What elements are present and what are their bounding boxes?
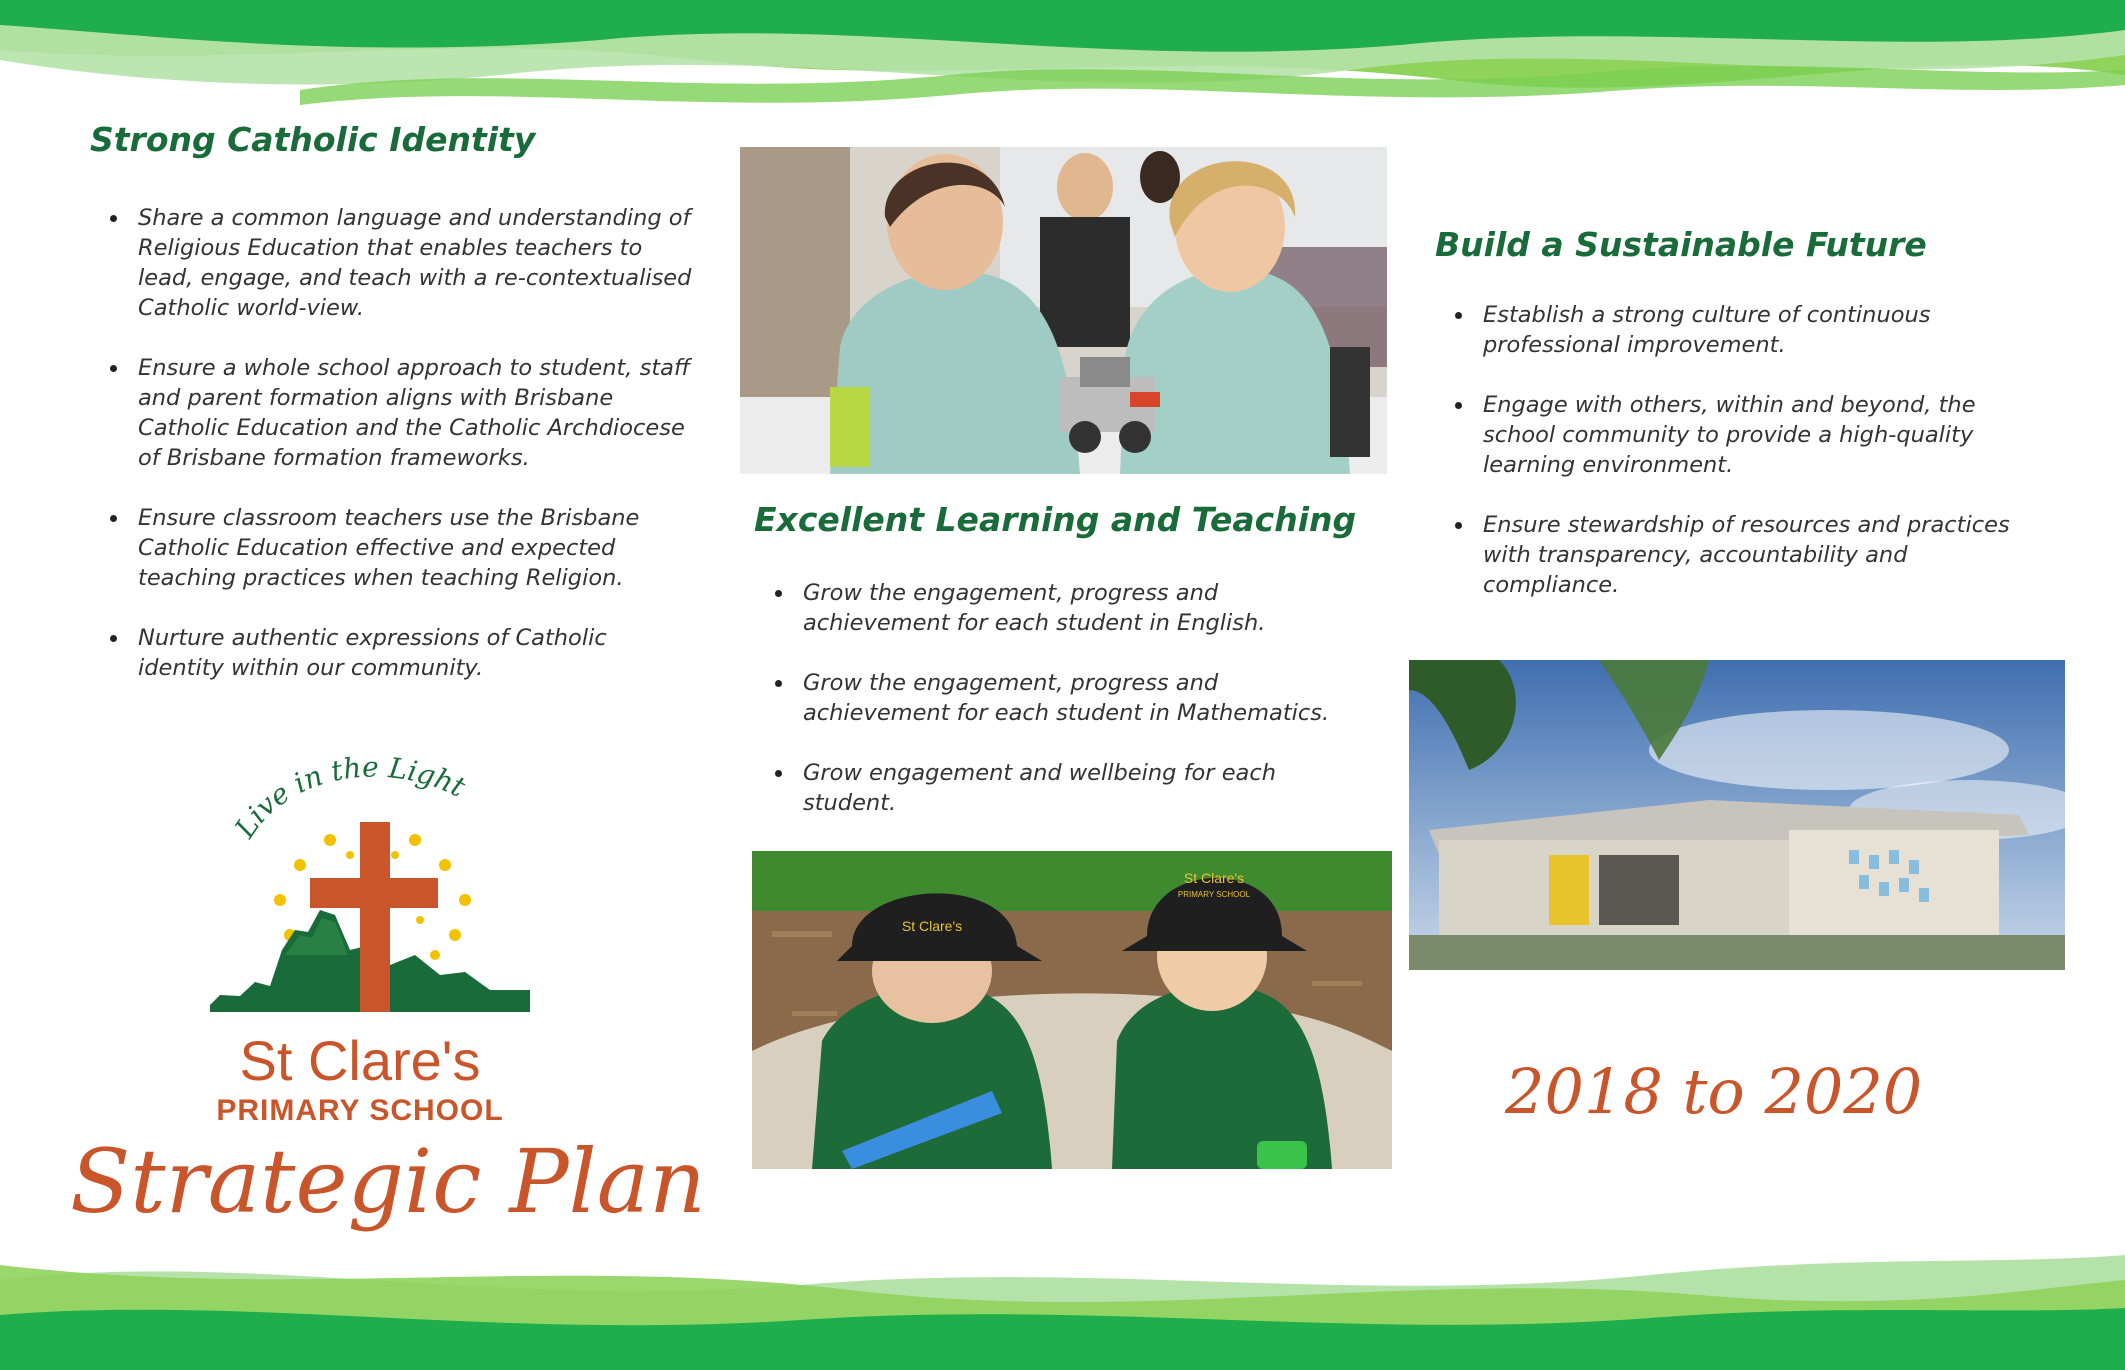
photo-students-robotics xyxy=(740,147,1387,474)
heading-sustainable-future: Build a Sustainable Future xyxy=(1435,225,1927,264)
photo-children-sandpit xyxy=(752,851,1392,1169)
school-subtitle: PRIMARY SCHOOL xyxy=(216,1094,504,1127)
list-item: Grow the engagement, progress and achievement for each student in English. xyxy=(770,578,1370,638)
school-logo xyxy=(200,750,540,1020)
heading-learning-teaching: Excellent Learning and Teaching xyxy=(754,500,1357,539)
list-item: Ensure a whole school approach to student, staff and parent formation aligns with Brisbane Catholic Education and the Catholic Archdiocese of Brisbane formation frameworks. xyxy=(105,353,695,473)
document-title: Strategic Plan xyxy=(70,1130,706,1233)
school-name: St Clare's xyxy=(239,1029,481,1092)
sustainable-future-list xyxy=(1450,300,2050,630)
hat-badge-right: St Clare's xyxy=(1183,870,1245,886)
list-item: Establish a strong culture of continuous professional improvement. xyxy=(1450,300,2050,360)
bottom-wave-decoration xyxy=(0,1240,2125,1370)
catholic-identity-list xyxy=(105,203,695,713)
list-item: Grow engagement and wellbeing for each student. xyxy=(770,758,1370,818)
list-item: Ensure stewardship of resources and practices with transparency, accountability and compliance. xyxy=(1450,510,2050,600)
learning-teaching-list xyxy=(770,578,1370,848)
list-item: Nurture authentic expressions of Catholic identity within our community. xyxy=(105,623,695,683)
plan-dates: 2018 to 2020 xyxy=(1505,1055,1923,1128)
photo-school-building xyxy=(1409,660,2065,970)
list-item: Grow the engagement, progress and achievement for each student in Mathematics. xyxy=(770,668,1370,728)
logo-motto: Live in the Light xyxy=(228,750,471,844)
top-wave-decoration xyxy=(0,0,2125,125)
svg-text:Live in the Light xyxy=(228,751,471,845)
hat-badge-left: St Clare's xyxy=(901,918,963,934)
list-item: Share a common language and understanding of Religious Education that enables teachers to lead, engage, and teach with a re-contextualised Catholic world-view. xyxy=(105,203,695,323)
list-item: Engage with others, within and beyond, the school community to provide a high-quality learning environment. xyxy=(1450,390,2050,480)
hat-badge-sub: PRIMARY SCHOOL xyxy=(1177,890,1251,899)
list-item: Ensure classroom teachers use the Brisbane Catholic Education effective and expected teaching practices when teaching Religion. xyxy=(105,503,695,593)
heading-catholic-identity: Strong Catholic Identity xyxy=(90,120,536,159)
